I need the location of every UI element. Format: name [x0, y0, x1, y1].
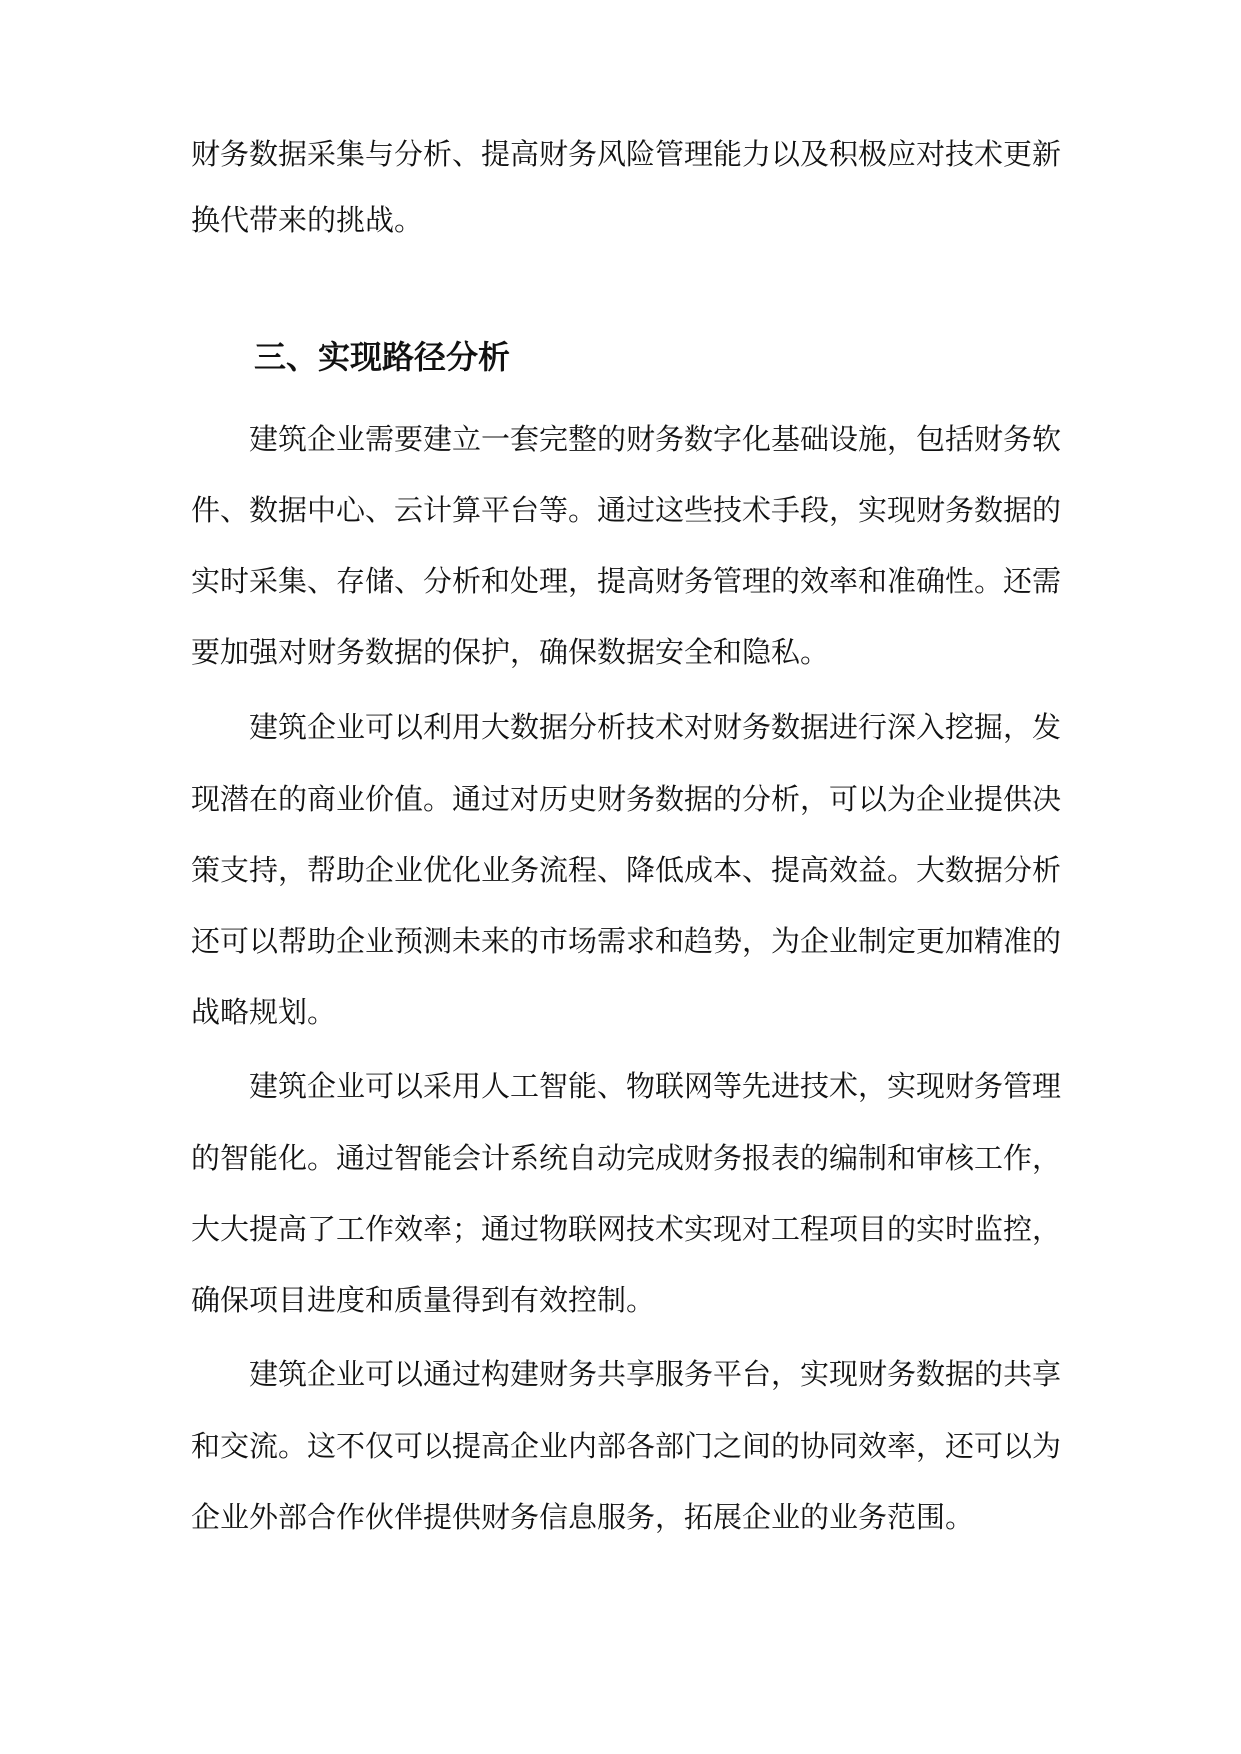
paragraph-line: 现潜在的商业价值。通过对历史财务数据的分析，可以为企业提供决 [191, 782, 1062, 816]
paragraph-line: 和交流。这不仅可以提高企业内部各部门之间的协同效率，还可以为 [191, 1429, 1062, 1463]
paragraph-line: 的智能化。通过智能会计系统自动完成财务报表的编制和审核工作， [191, 1141, 1062, 1175]
paragraph-line: 确保项目进度和质量得到有效控制。 [191, 1283, 656, 1317]
paragraph-line: 建筑企业可以利用大数据分析技术对财务数据进行深入挖掘，发 [249, 710, 1062, 744]
paragraph-line: 建筑企业可以采用人工智能、物联网等先进技术，实现财务管理 [249, 1069, 1062, 1103]
section-heading: 三、实现路径分析 [254, 338, 511, 376]
paragraph-line: 大大提高了工作效率；通过物联网技术实现对工程项目的实时监控， [191, 1212, 1062, 1246]
paragraph-line: 建筑企业可以通过构建财务共享服务平台，实现财务数据的共享 [249, 1357, 1062, 1391]
paragraph-line: 策支持，帮助企业优化业务流程、降低成本、提高效益。大数据分析 [191, 853, 1062, 887]
paragraph-line: 要加强对财务数据的保护，确保数据安全和隐私。 [191, 635, 830, 669]
paragraph-line: 战略规划。 [191, 995, 337, 1029]
intro-line: 财务数据采集与分析、提高财务风险管理能力以及积极应对技术更新 [191, 137, 1062, 171]
intro-line: 换代带来的挑战。 [191, 203, 424, 237]
paragraph-line: 建筑企业需要建立一套完整的财务数字化基础设施，包括财务软 [249, 422, 1062, 456]
paragraph-line: 件、数据中心、云计算平台等。通过这些技术手段，实现财务数据的 [191, 493, 1062, 527]
paragraph-line: 实时采集、存储、分析和处理，提高财务管理的效率和准确性。还需 [191, 564, 1062, 598]
paragraph-line: 企业外部合作伙伴提供财务信息服务，拓展企业的业务范围。 [191, 1500, 975, 1534]
paragraph-line: 还可以帮助企业预测未来的市场需求和趋势，为企业制定更加精准的 [191, 924, 1062, 958]
